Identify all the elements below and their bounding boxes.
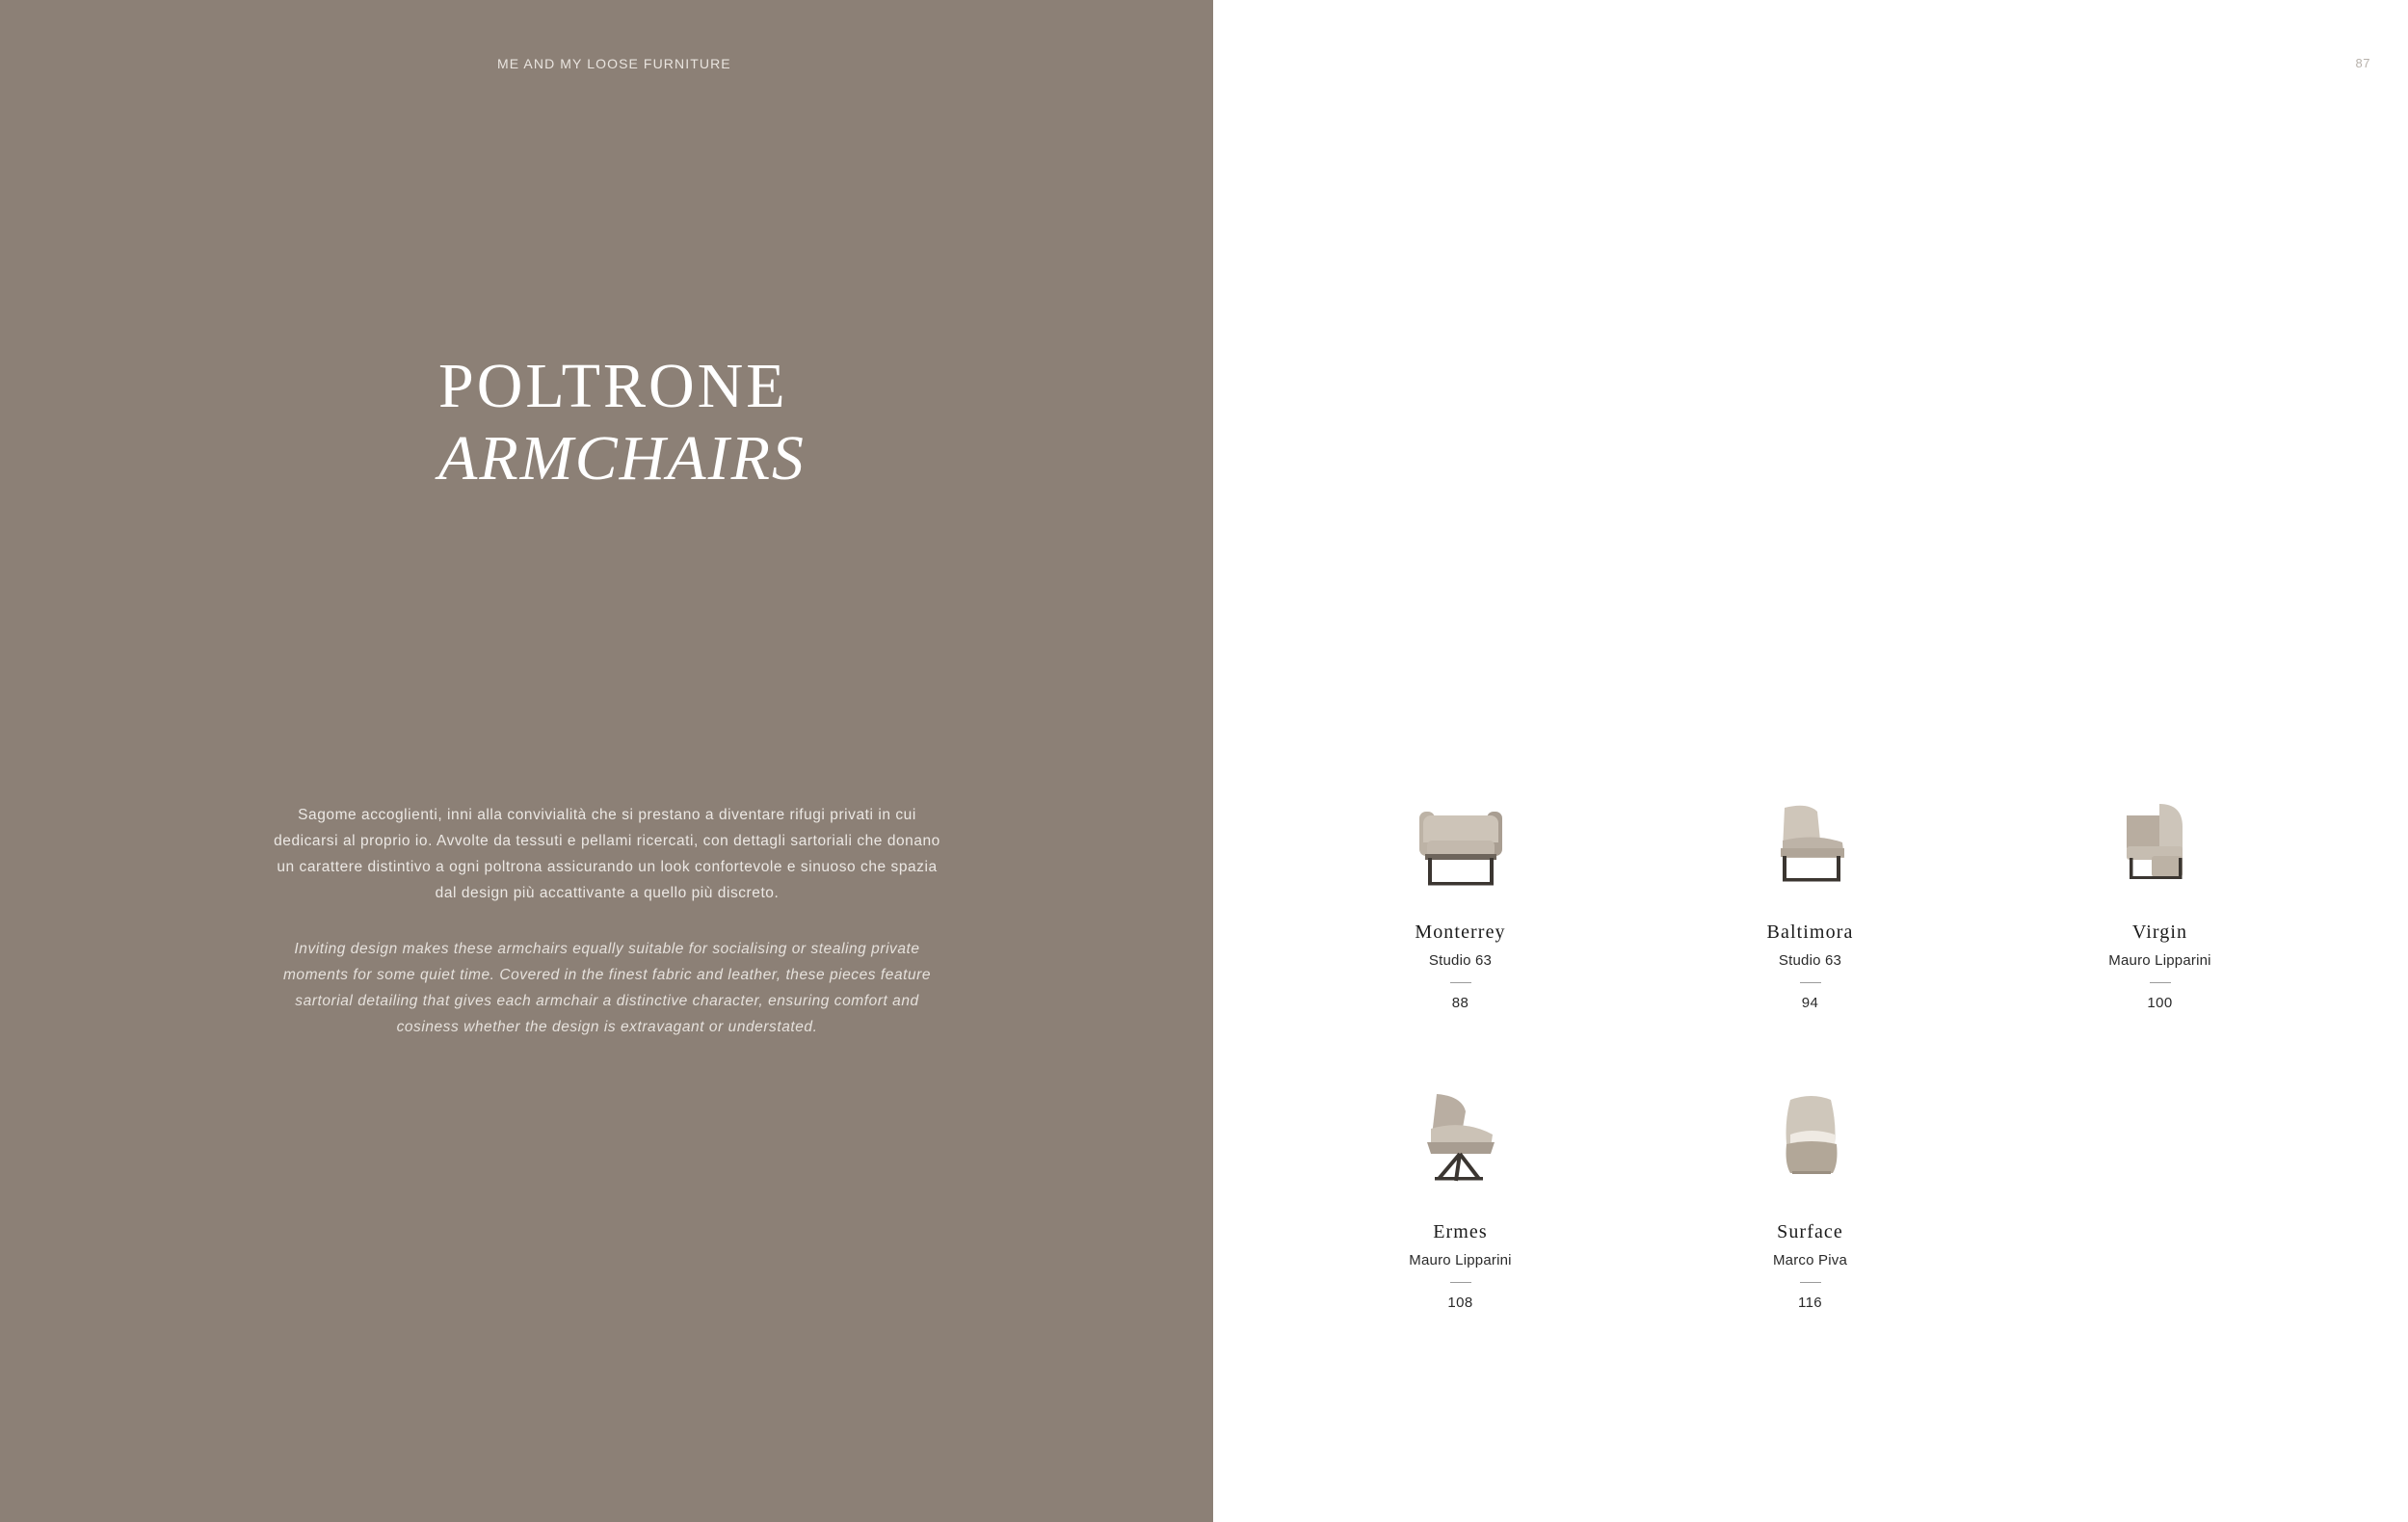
product-index-grid [1285,761,2336,1361]
product-name: Virgin [2131,921,2188,943]
product-page-number: 88 [1451,995,1469,1011]
product-name: Surface [1777,1221,1843,1242]
product-entry-surface[interactable] [1635,1061,1985,1311]
product-entry-baltimora[interactable] [1635,761,1985,1011]
divider [1800,982,1821,983]
product-page-number: 94 [1801,995,1819,1011]
divider [1450,1282,1471,1283]
divider [2150,982,2171,983]
product-designer: Studio 63 [1428,952,1493,969]
product-name: Baltimora [1766,921,1854,943]
product-designer: Marco Piva [1772,1252,1848,1268]
product-name: Ermes [1433,1221,1488,1242]
product-entry-monterrey[interactable] [1285,761,1635,1011]
armchair-virgin-icon [1985,761,2335,896]
armchair-baltimora-icon [1635,761,1985,896]
product-name: Monterrey [1415,921,1506,943]
product-page-number: 116 [1797,1295,1823,1311]
page-title [438,351,806,499]
page-title-english: ARMCHAIRS [438,423,806,494]
armchair-monterrey-icon [1285,761,1635,896]
product-designer: Mauro Lipparini [2108,952,2211,969]
intro-copy [270,802,944,1040]
running-head: ME AND MY LOOSE FURNITURE [497,56,731,71]
product-entry-virgin[interactable] [1985,761,2335,1011]
right-page [1213,0,2408,1522]
product-page-number: 100 [2147,995,2173,1011]
product-designer: Mauro Lipparini [1409,1252,1512,1268]
product-page-number: 108 [1447,1295,1473,1311]
divider [1450,982,1471,983]
armchair-ermes-icon [1285,1061,1635,1196]
intro-paragraph-italian: Sagome accoglienti, inni alla convivialità che si prestano a diventare rifugi privati in cui dedicarsi al proprio io. Avvolte da tessuti e pellami ricercati, con dettagli sartoriali che donano un carattere distintivo a ogni poltrona assicurando un look confortevole e sinuoso che spazia dal design più accattivante a quello più discreto. [274,807,940,902]
divider [1800,1282,1821,1283]
armchair-surface-icon [1635,1061,1985,1196]
product-designer: Studio 63 [1778,952,1842,969]
page-number: 87 [2355,56,2370,70]
product-entry-ermes[interactable] [1285,1061,1635,1311]
intro-paragraph-english: Inviting design makes these armchairs equally suitable for socialising or stealing private moments for some quiet time. Covered in the finest fabric and leather, these pieces feature sartorial detailing that gives each armchair a distinctive character, ensuring comfort and cosiness whether the design is extravagant or understated. [282,940,932,1035]
page-title-italian: POLTRONE [438,351,788,421]
